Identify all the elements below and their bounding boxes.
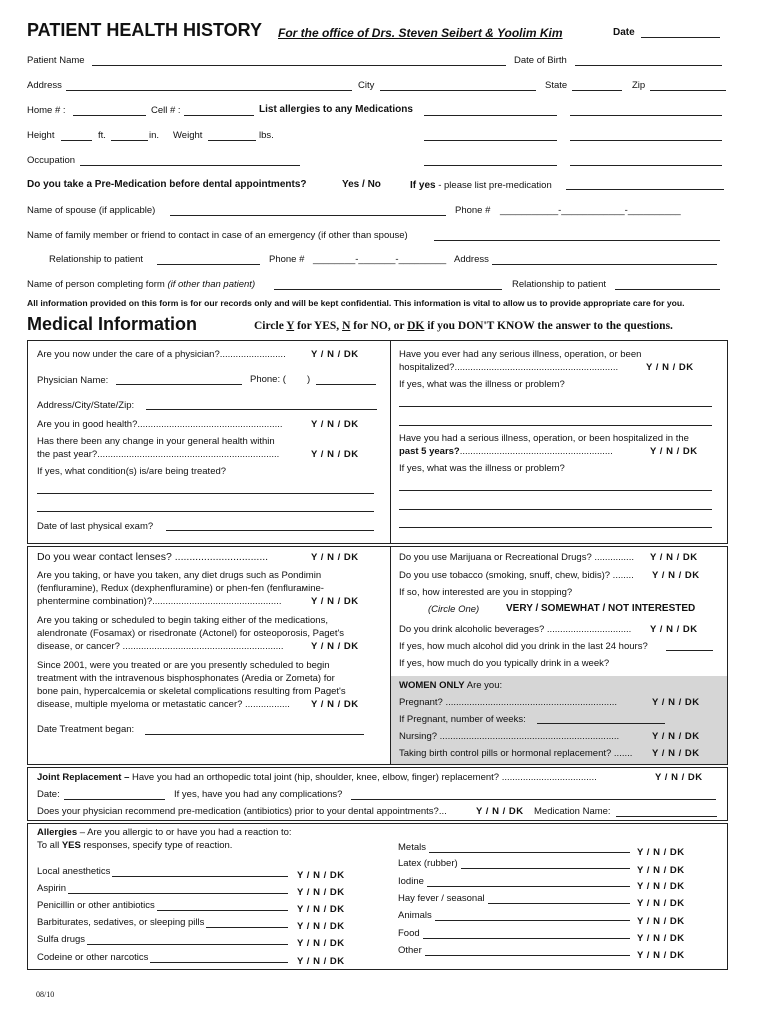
completing-label: Name of person completing form (if other than patient) — [27, 279, 256, 290]
since2001-q2: treatment with the intravenous bisphosphonates (Aredia or Zometa) for — [37, 673, 335, 684]
contacts-yn[interactable]: Y / N / DK — [311, 552, 359, 563]
allergy-right-label-3: Hay fever / seasonal — [398, 893, 485, 904]
medication-name-field[interactable] — [616, 816, 717, 817]
emergency-phone-field[interactable]: ________-_______-_________ — [313, 254, 447, 265]
allergy-yn-3[interactable]: Y / N / DK — [297, 921, 345, 932]
allergies-meds-label: List allergies to any Medications — [259, 104, 413, 115]
past5-q2: past 5 years?.......................................................... — [399, 446, 613, 457]
confidential-note: All information provided on this form is for our records only and will be kept confidential. This information is vital to allow us to provide appropriate care for you. — [27, 298, 685, 308]
allergy-yn-1[interactable]: Y / N / DK — [297, 887, 345, 898]
height-label: Height — [27, 130, 55, 141]
since2001-q1: Since 2001, were you treated or are you presently scheduled to begin — [37, 660, 330, 671]
last24-question: If yes, how much alcohol did you drink in the last 24 hours? — [399, 641, 648, 652]
health-change-yn[interactable]: Y / N / DK — [311, 449, 359, 460]
marijuana-yn[interactable]: Y / N / DK — [650, 552, 698, 563]
last-exam-label: Date of last physical exam? — [37, 521, 154, 532]
emergency-field[interactable] — [434, 240, 720, 241]
women-only-label: WOMEN ONLY Are you: — [399, 680, 503, 691]
allergy-yn-0[interactable]: Y / N / DK — [297, 870, 345, 881]
emergency-address-label: Address — [454, 254, 489, 265]
interest-options[interactable]: VERY / SOMEWHAT / NOT INTERESTED — [506, 603, 696, 614]
joint-date-label: Date: — [37, 789, 60, 800]
allergy-right-field-2[interactable] — [427, 886, 630, 887]
emergency-phone-label: Phone # — [269, 254, 305, 265]
date-field[interactable] — [641, 37, 720, 38]
health-change-q1: Has there been any change in your general health within — [37, 436, 275, 447]
circle-one-label: (Circle One) — [428, 604, 480, 615]
allergy-right-yn-3[interactable]: Y / N / DK — [637, 898, 685, 909]
allergy-right-field-4[interactable] — [435, 920, 630, 921]
marijuana-question: Do you use Marijuana or Recreational Drugs? ............... — [399, 552, 634, 563]
allergy-right-label-2: Iodine — [398, 876, 424, 887]
zip-field[interactable] — [650, 90, 726, 91]
emergency-label: Name of family member or friend to contact in case of an emergency (if other than spouse) — [27, 230, 408, 241]
contacts-question: Do you wear contact lenses? ................................ — [37, 551, 269, 563]
premed-if-yes: If yes - please list pre-medication — [410, 180, 552, 191]
home-phone-field[interactable] — [73, 115, 146, 116]
medical-instructions: Circle Y for YES, N for NO, or DK if you DON'T KNOW the answer to the questions. — [254, 320, 673, 332]
allergy-right-label-6: Other — [398, 945, 422, 956]
physician-address-label: Address/City/State/Zip: — [37, 400, 135, 411]
allergy-right-label-0: Metals — [398, 842, 426, 853]
allergy-right-label-1: Latex (rubber) — [398, 858, 458, 869]
weight-label: Weight — [173, 130, 203, 141]
health-change-q2: the past year?..................................................................... — [37, 449, 280, 460]
stopping-question: If so, how interested are you in stopping? — [399, 587, 573, 598]
joint-date-field[interactable] — [64, 799, 165, 800]
allergy-right-yn-0[interactable]: Y / N / DK — [637, 847, 685, 858]
allergy-label-0: Local anesthetics — [37, 866, 111, 877]
allergy-right-yn-5[interactable]: Y / N / DK — [637, 933, 685, 944]
occupation-field[interactable] — [80, 165, 300, 166]
spouse-phone-label: Phone # — [455, 205, 491, 216]
joint-premed-yn[interactable]: Y / N / DK — [476, 806, 524, 817]
address-field[interactable] — [66, 90, 352, 91]
state-label: State — [545, 80, 568, 91]
physician-question: Are you now under the care of a physician?......................... — [37, 349, 286, 360]
past5-yn[interactable]: Y / N / DK — [650, 446, 698, 457]
allergy-right-yn-1[interactable]: Y / N / DK — [637, 865, 685, 876]
allergy-right-field-3[interactable] — [488, 903, 630, 904]
allergy-yn-4[interactable]: Y / N / DK — [297, 938, 345, 949]
nursing-yn[interactable]: Y / N / DK — [652, 731, 700, 742]
allergies-intro: Allergies – Are you allergic to or have you had a reaction to: — [37, 827, 292, 838]
allergy-reaction-field-2[interactable] — [157, 910, 288, 911]
birth-control-yn[interactable]: Y / N / DK — [652, 748, 700, 759]
home-phone-label: Home # : — [27, 105, 66, 116]
dob-field[interactable] — [575, 65, 722, 66]
height-in-field[interactable] — [111, 140, 148, 141]
medical-title: Medical Information — [27, 314, 198, 334]
week-question: If yes, how much do you typically drink in a week? — [399, 658, 610, 669]
allergy-reaction-field-3[interactable] — [206, 927, 288, 928]
weeks-field[interactable] — [537, 723, 665, 724]
premed-question: Do you take a Pre-Medication before dental appointments? — [27, 179, 307, 190]
allergy-right-field-6[interactable] — [425, 955, 630, 956]
physician-yn[interactable]: Y / N / DK — [311, 349, 359, 360]
past5-line-1[interactable] — [399, 490, 712, 491]
birth-control-question: Taking birth control pills or hormonal replacement? ....... — [399, 748, 633, 759]
physician-address-field[interactable] — [146, 409, 377, 410]
past5-line-2[interactable] — [399, 509, 712, 510]
dob-label: Date of Birth — [514, 55, 567, 66]
allergy-right-field-5[interactable] — [423, 938, 630, 939]
allergy-med-line-1[interactable] — [424, 115, 557, 116]
premed-list-field[interactable] — [566, 189, 724, 190]
allergy-right-yn-2[interactable]: Y / N / DK — [637, 881, 685, 892]
allergy-reaction-field-0[interactable] — [112, 876, 288, 877]
illness-q1: Have you ever had any serious illness, operation, or been — [399, 349, 642, 360]
allergy-reaction-field-4[interactable] — [87, 944, 288, 945]
conditions-label: If yes, what condition(s) is/are being treated? — [37, 466, 227, 477]
weeks-label: If Pregnant, number of weeks: — [399, 714, 526, 725]
address-label: Address — [27, 80, 62, 91]
nursing-question: Nursing? .................................................................... — [399, 731, 620, 742]
occupation-label: Occupation — [27, 155, 76, 166]
date-treatment-field[interactable] — [145, 734, 364, 735]
joint-premed-question: Does your physician recommend pre-medication (antibiotics) prior to your dental appointments?... — [37, 806, 447, 817]
city-field[interactable] — [380, 90, 536, 91]
relationship2-field[interactable] — [615, 289, 720, 290]
patient-name-field[interactable] — [92, 65, 506, 66]
osteo-q2: alendronate (Fosamax) or risedronate (Actonel) for osteoporosis, Paget's — [37, 628, 345, 639]
date-treatment-label: Date Treatment began: — [37, 724, 135, 735]
good-health-question: Are you in good health?....................................................... — [37, 419, 283, 430]
illness-yn[interactable]: Y / N / DK — [646, 362, 694, 373]
premed-yes-no[interactable]: Yes / No — [342, 179, 381, 190]
allergies-instruction: To all YES responses, specify type of reaction. — [37, 840, 233, 851]
since2001-q3: bone pain, hypercalcemia or skeletal complications resulting from Paget's — [37, 686, 346, 697]
allergy-med-line-2[interactable] — [570, 115, 722, 116]
physician-name-label: Physician Name: — [37, 375, 109, 386]
relationship-label: Relationship to patient — [49, 254, 144, 265]
allergy-label-3: Barbiturates, sedatives, or sleeping pills — [37, 917, 205, 928]
complications-field[interactable] — [351, 799, 716, 800]
section1-divider — [390, 341, 391, 544]
osteo-q1: Are you taking or scheduled to begin taking either of the medications, — [37, 615, 328, 626]
joint-yn[interactable]: Y / N / DK — [655, 772, 703, 783]
cell-phone-field[interactable] — [184, 115, 254, 116]
height-ft-field[interactable] — [61, 140, 92, 141]
relationship-field[interactable] — [157, 264, 260, 265]
emergency-address-field[interactable] — [492, 264, 717, 265]
cell-phone-label: Cell # : — [151, 105, 181, 116]
diet-q2: (fenfluramine), Redux (dexphenfluramine) or phen-fen (fenflurамine- — [37, 583, 324, 594]
diet-q1: Are you taking, or have you taken, any diet drugs such as Pondimin — [37, 570, 322, 581]
diet-yn[interactable]: Y / N / DK — [311, 596, 359, 607]
past5-q1: Have you had a serious illness, operation, or been hospitalized in the — [399, 433, 689, 444]
allergy-right-label-5: Food — [398, 928, 420, 939]
patient-name-label: Patient Name — [27, 55, 85, 66]
allergy-label-5: Codeine or other narcotics — [37, 952, 149, 963]
last24-field[interactable] — [666, 650, 713, 651]
ft-label: ft. — [98, 130, 106, 141]
osteo-yn[interactable]: Y / N / DK — [311, 641, 359, 652]
illness-line-1[interactable] — [399, 406, 712, 407]
physician-phone-field[interactable] — [316, 384, 376, 385]
allergy-med-line-5[interactable] — [424, 165, 557, 166]
zip-label: Zip — [632, 80, 646, 91]
illness-what-label: If yes, what was the illness or problem? — [399, 379, 565, 390]
last-exam-field[interactable] — [166, 530, 374, 531]
diet-q3: phentermine combination)?................................................. — [37, 596, 282, 607]
spouse-phone-field[interactable]: ___________-____________-__________ — [500, 205, 681, 216]
form-title: PATIENT HEALTH HISTORY — [27, 20, 263, 40]
osteo-q3: disease, or cancer? ............................................................. — [37, 641, 284, 652]
joint-question: Joint Replacement – Have you had an orthopedic total joint (hip, shoulder, knee, elbow, finger) replacement? .................................... — [37, 772, 597, 783]
allergy-right-yn-6[interactable]: Y / N / DK — [637, 950, 685, 961]
office-subtitle: For the office of Drs. Steven Seibert & Yoolim Kim — [278, 26, 563, 40]
allergy-right-label-4: Animals — [398, 910, 432, 921]
allergy-right-yn-4[interactable]: Y / N / DK — [637, 916, 685, 927]
revision-date: 08/10 — [36, 990, 55, 999]
allergy-med-line-4[interactable] — [570, 140, 722, 141]
in-label: in. — [149, 130, 160, 141]
since2001-yn[interactable]: Y / N / DK — [311, 699, 359, 710]
allergy-yn-5[interactable]: Y / N / DK — [297, 956, 345, 967]
medication-name-label: Medication Name: — [534, 806, 611, 817]
complications-label: If yes, have you had any complications? — [174, 789, 343, 800]
allergy-med-line-6[interactable] — [570, 165, 722, 166]
alcohol-yn[interactable]: Y / N / DK — [650, 624, 698, 635]
allergy-reaction-field-1[interactable] — [68, 893, 288, 894]
pregnant-question: Pregnant? ................................................................. — [399, 697, 618, 708]
lbs-label: lbs. — [259, 130, 274, 141]
conditions-line-1[interactable] — [37, 493, 374, 494]
illness-line-2[interactable] — [399, 425, 712, 426]
illness-q2: hospitalized?.............................................................. — [399, 362, 619, 373]
physician-phone-paren: ) — [307, 374, 311, 385]
relationship2-label: Relationship to patient — [512, 279, 607, 290]
physician-phone-label: Phone: ( — [250, 374, 286, 385]
completing-field[interactable] — [274, 289, 502, 290]
pregnant-yn[interactable]: Y / N / DK — [652, 697, 700, 708]
tobacco-yn[interactable]: Y / N / DK — [652, 570, 700, 581]
spouse-label: Name of spouse (if applicable) — [27, 205, 156, 216]
allergy-med-line-3[interactable] — [424, 140, 557, 141]
city-label: City — [358, 80, 375, 91]
allergy-right-field-1[interactable] — [461, 868, 630, 869]
allergy-label-2: Penicillin or other antibiotics — [37, 900, 155, 911]
allergy-right-field-0[interactable] — [429, 852, 630, 853]
allergy-label-1: Aspirin — [37, 883, 67, 894]
past5-line-3[interactable] — [399, 527, 712, 528]
tobacco-question: Do you use tobacco (smoking, snuff, chew, bidis)? ........ — [399, 570, 634, 581]
conditions-line-2[interactable] — [37, 511, 374, 512]
allergy-reaction-field-5[interactable] — [150, 962, 288, 963]
spouse-field[interactable] — [170, 215, 446, 216]
allergy-yn-2[interactable]: Y / N / DK — [297, 904, 345, 915]
good-health-yn[interactable]: Y / N / DK — [311, 419, 359, 430]
physician-name-field[interactable] — [116, 384, 242, 385]
alcohol-question: Do you drink alcoholic beverages? ................................ — [399, 624, 632, 635]
state-field[interactable] — [572, 90, 622, 91]
allergy-label-4: Sulfa drugs — [37, 934, 86, 945]
date-label: Date — [613, 27, 635, 38]
past5-what-label: If yes, what was the illness or problem? — [399, 463, 565, 474]
weight-field[interactable] — [208, 140, 256, 141]
since2001-q4: disease, multiple myeloma or metastatic cancer? ................. — [37, 699, 290, 710]
